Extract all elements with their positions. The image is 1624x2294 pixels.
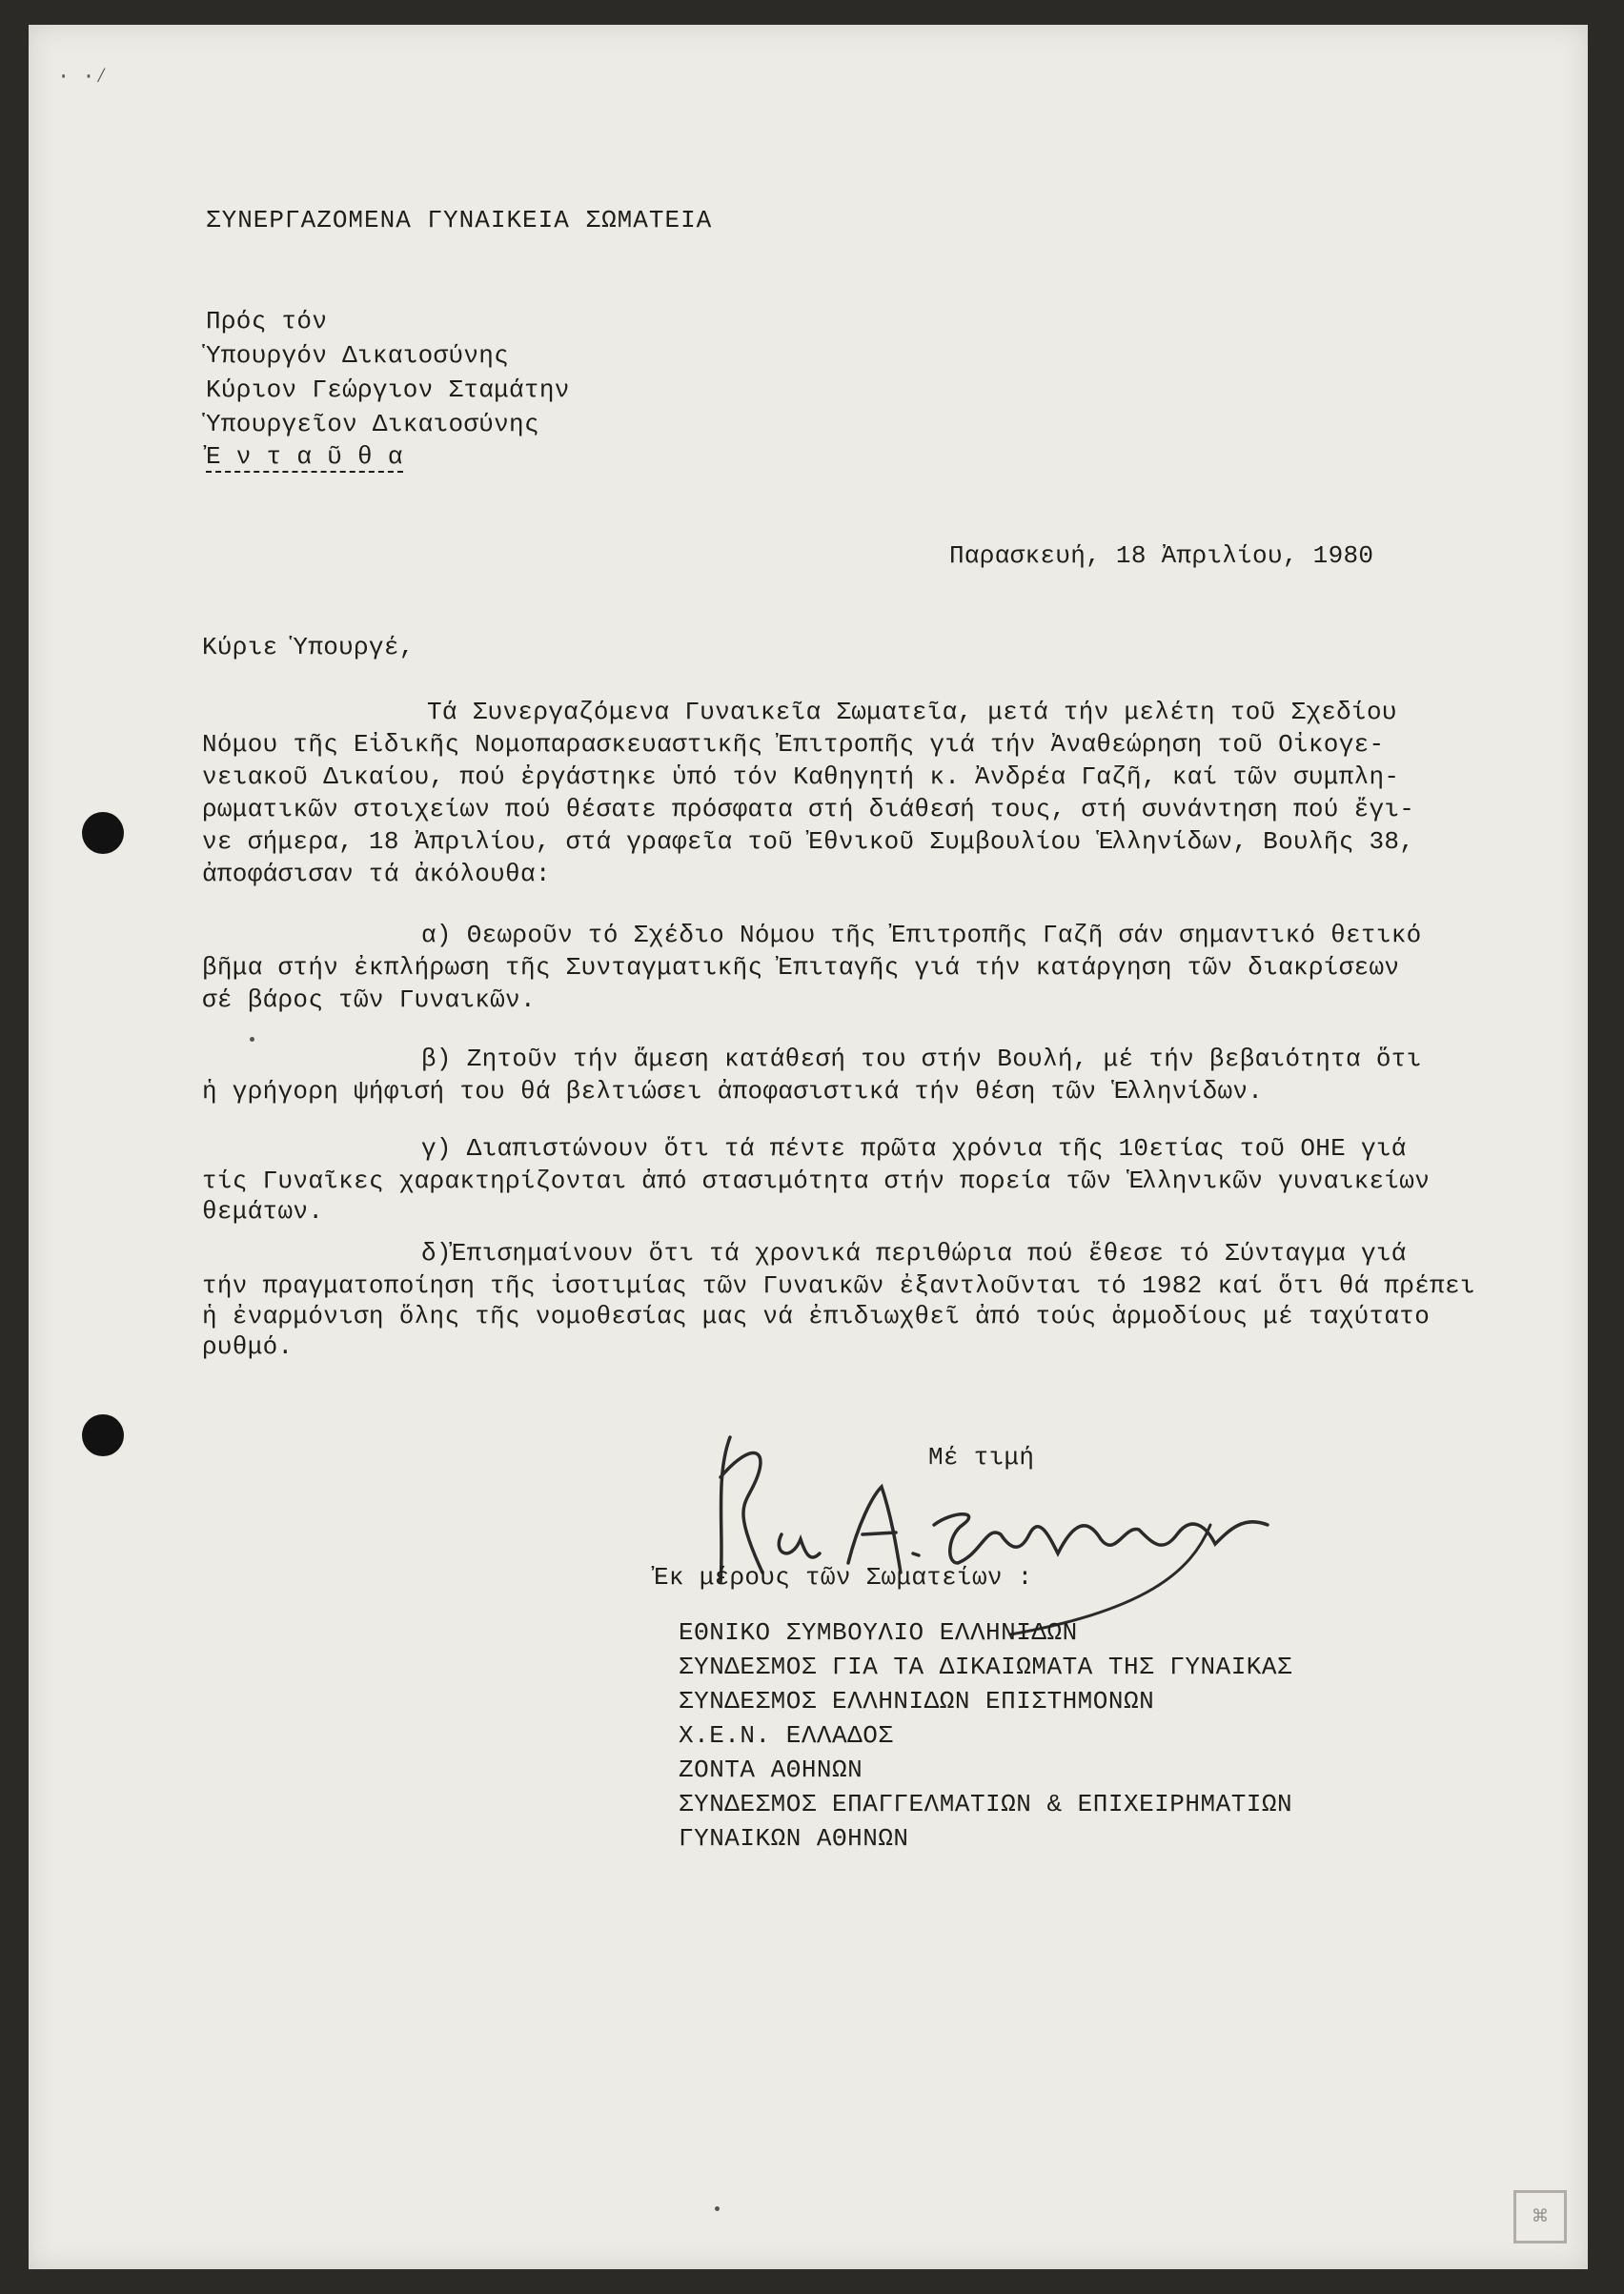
corner-mark: · ·⁄ — [57, 65, 108, 89]
salutation: Κύριε Ὑπουργέ, — [202, 633, 415, 661]
organization-line: ΓΥΝΑΙΚΩΝ ΑΘΗΝΩΝ — [679, 1824, 909, 1853]
item-a-line: βῆμα στήν ἐκπλήρωση τῆς Συνταγματικῆς Ἐπιταγῆς γιά τήν κατάργηση τῶν διακρίσεων — [202, 953, 1400, 982]
intro-line: ρωματικῶν στοιχείων πού θέσατε πρόσφατα στή διάθεσή τους, στή συνάντηση πού ἔγι- — [202, 795, 1415, 823]
item-d-line: ἡ ἐναρμόνιση ὅλης τῆς νομοθεσίας μας νά ἐπιδιωχθεῖ ἀπό τούς ἁρμοδίους μέ ταχύτατο — [202, 1302, 1431, 1330]
item-a-first: α) Θεωροῦν τό Σχέδιο Νόμου τῆς Ἐπιτροπῆς Γαζῆ σάν σημαντικό θετικό — [421, 921, 1422, 949]
on-behalf-label: Ἐκ μέρους τῶν Σωματείων : — [654, 1563, 1033, 1592]
ink-dot — [715, 2206, 720, 2211]
punch-hole-top — [82, 812, 124, 854]
organization-line: ΣΥΝΔΕΣΜΟΣ ΓΙΑ ΤΑ ΔΙΚΑΙΩΜΑΤΑ ΤΗΣ ΓΥΝΑΙΚΑΣ — [679, 1653, 1293, 1681]
item-c-line: τίς Γυναῖκες χαρακτηρίζονται ἀπό στασιμότητα στήν πορεία τῶν Ἑλληνικῶν γυναικείων — [202, 1167, 1431, 1195]
item-d-first: δ)Ἐπισημαίνουν ὅτι τά χρονικά περιθώρια πού ἔθεσε τό Σύνταγμα γιά — [421, 1239, 1407, 1268]
closing: Μέ τιμή — [928, 1443, 1035, 1472]
organization-line: ΕΘΝΙΚΟ ΣΥΜΒΟΥΛΙΟ ΕΛΛΗΝΙΔΩΝ — [679, 1618, 1078, 1647]
organization-line: ΖΟΝΤΑ ΑΘΗΝΩΝ — [679, 1756, 863, 1784]
organization-line: ΣΥΝΔΕΣΜΟΣ ΕΠΑΓΓΕΛΜΑΤΙΩΝ & ΕΠΙΧΕΙΡΗΜΑΤΙΩΝ — [679, 1790, 1293, 1818]
intro-line: Νόμου τῆς Εἰδικῆς Νομοπαρασκευαστικῆς Ἐπιτροπῆς γιά τήν Ἀναθεώρηση τοῦ Οἰκογε- — [202, 730, 1385, 759]
punch-hole-bottom — [82, 1414, 124, 1456]
item-b-first: β) Ζητοῦν τήν ἄμεση κατάθεσή του στήν Βουλή, μέ τήν βεβαιότητα ὅτι — [421, 1045, 1422, 1073]
recipient-line: Ὑπουργεῖον Δικαιοσύνης — [206, 410, 539, 438]
archive-stamp-icon: ⌘ — [1513, 2190, 1567, 2243]
item-c-first: γ) Διαπιστώνουν ὅτι τά πέντε πρῶτα χρόνια τῆς 10ετίας τοῦ ΟΗΕ γιά — [421, 1134, 1407, 1163]
intro-line: νειακοῦ Δικαίου, πού ἐργάστηκε ὑπό τόν Καθηγητή κ. Ἀνδρέα Γαζῆ, καί τῶν συμπλη- — [202, 762, 1400, 791]
letter-header: ΣΥΝΕΡΓΑΖΟΜΕΝΑ ΓΥΝΑΙΚΕΙΑ ΣΩΜΑΤΕΙΑ — [206, 206, 713, 234]
intro-line: Τά Συνεργαζόμενα Γυναικεῖα Σωματεῖα, μετά τήν μελέτη τοῦ Σχεδίου — [427, 698, 1397, 726]
ink-dot — [250, 1037, 254, 1042]
intro-line: ἀποφάσισαν τά ἀκόλουθα: — [202, 860, 551, 888]
item-d-line: ρυθμό. — [202, 1332, 294, 1361]
recipient-city: Ἐ ν τ α ῦ θ α — [206, 442, 403, 471]
organization-line: ΣΥΝΔΕΣΜΟΣ ΕΛΛΗΝΙΔΩΝ ΕΠΙΣΤΗΜΟΝΩΝ — [679, 1687, 1155, 1715]
item-a-line: σέ βάρος τῶν Γυναικῶν. — [202, 985, 536, 1014]
handwritten-signature — [696, 1420, 1306, 1649]
intro-line: νε σήμερα, 18 Ἀπριλίου, στά γραφεῖα τοῦ Ἐθνικοῦ Συμβουλίου Ἑλληνίδων, Βουλῆς 38, — [202, 827, 1415, 856]
item-c-line: θεμάτων. — [202, 1197, 324, 1226]
item-d-line: τήν πραγματοποίηση τῆς ἰσοτιμίας τῶν Γυναικῶν ἐξαντλοῦνται τό 1982 καί ὅτι θά πρέπει — [202, 1271, 1475, 1300]
item-b-line: ἡ γρήγορη ψήφισή του θά βελτιώσει ἀποφασιστικά τήν θέση τῶν Ἑλληνίδων. — [202, 1077, 1264, 1106]
recipient-line: Πρός τόν — [206, 307, 328, 335]
recipient-line: Κύριον Γεώργιον Σταμάτην — [206, 376, 570, 404]
letter-date: Παρασκευή, 18 Ἀπριλίου, 1980 — [949, 541, 1374, 570]
recipient-line: Ὑπουργόν Δικαιοσύνης — [206, 341, 510, 370]
organization-line: Χ.Ε.Ν. ΕΛΛΑΔΟΣ — [679, 1721, 894, 1750]
